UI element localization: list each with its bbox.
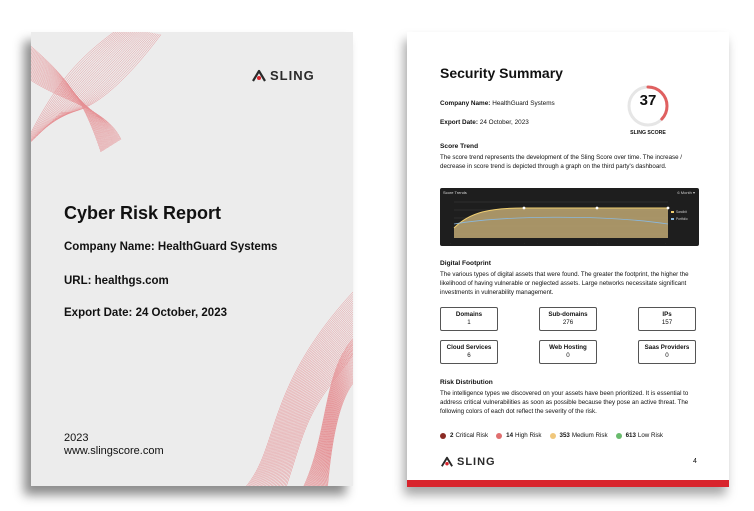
company-url: URL: healthgs.com xyxy=(64,275,169,287)
risk-distribution-text: The intelligence types we discovered on your assets have been prioritized. It is essential to address critical vulnerabilities as soon as possible because they pose an active threat. The following colors of each dot reflect the severity of the risk. xyxy=(440,390,689,415)
company-name-value: HealthGuard Systems xyxy=(492,100,555,107)
asset-card-value: 157 xyxy=(661,319,673,326)
svg-text:·: · xyxy=(450,241,451,245)
risk-label: Medium Risk xyxy=(571,432,608,439)
export-date-field xyxy=(440,119,529,126)
high-dot-icon xyxy=(496,433,502,439)
asset-card-saas-providers xyxy=(638,340,696,364)
score-trend-text: The score trend represents the development of the Sling Score over time. The increase / decrease in score trend is depicted through a graph on the third party's dashboard. xyxy=(440,154,683,170)
asset-card-label: Domains xyxy=(455,311,483,318)
risk-item-medium xyxy=(550,432,608,439)
risk-item-high xyxy=(496,432,541,439)
score-trend-chart xyxy=(440,188,699,246)
asset-card-label: Cloud Services xyxy=(446,344,492,351)
website-link[interactable]: www.slingscore.com xyxy=(64,445,164,457)
sling-logo-text: SLING xyxy=(270,68,315,83)
asset-card-value: 0 xyxy=(665,352,669,359)
asset-card-value: 6 xyxy=(467,352,471,359)
chart-legend-item-2: Portfolio xyxy=(676,217,688,221)
sling-footer-logo xyxy=(440,456,496,468)
sling-score-value: 37 xyxy=(639,92,657,109)
asset-card-web-hosting xyxy=(539,340,597,364)
sling-logo-icon xyxy=(251,69,267,83)
risk-item-critical xyxy=(440,432,488,439)
risk-count: 14 xyxy=(506,432,514,439)
svg-text:·: · xyxy=(665,241,666,245)
sling-logo-text: SLING xyxy=(457,456,496,468)
summary-page xyxy=(407,32,729,487)
svg-text:·: · xyxy=(524,241,525,245)
risk-count: 613 xyxy=(625,432,636,439)
report-title: Cyber Risk Report xyxy=(64,203,222,223)
page-number: 4 xyxy=(693,458,697,465)
asset-card-domains xyxy=(440,307,498,331)
asset-card-value: 1 xyxy=(467,319,471,326)
export-date-value: 24 October, 2023 xyxy=(479,119,529,126)
risk-label: Critical Risk xyxy=(455,432,489,439)
asset-card-subdomains xyxy=(539,307,597,331)
asset-card-label: Web Hosting xyxy=(549,344,587,351)
export-date-label: Export Date: xyxy=(440,119,478,126)
risk-distribution-heading: Risk Distribution xyxy=(440,379,493,386)
chart-title: Score Trends xyxy=(443,190,467,195)
svg-text:·: · xyxy=(597,241,598,245)
asset-card-label: Sub-domains xyxy=(548,311,588,318)
chart-range-dropdown[interactable]: 6 Month ▾ xyxy=(677,190,695,195)
footer-red-bar xyxy=(407,480,729,487)
report-year: 2023 xyxy=(64,432,89,444)
medium-dot-icon xyxy=(550,433,556,439)
digital-footprint-text: The various types of digital assets that were found. The greater the footprint, the higher the likelihood of having vulnerable or neglected assets. Large networks necessitate significant investments in vulnerability management. xyxy=(440,271,689,296)
cover-page xyxy=(31,32,353,486)
page-title: Security Summary xyxy=(440,65,563,81)
decorative-waves xyxy=(31,32,353,486)
risk-label: Low Risk xyxy=(637,432,664,439)
sling-score-caption: SLING SCORE xyxy=(630,130,666,136)
asset-card-value: 276 xyxy=(562,319,574,326)
digital-footprint-heading: Digital Footprint xyxy=(440,260,491,267)
asset-card-value: 0 xyxy=(566,352,570,359)
company-name: Company Name: HealthGuard Systems xyxy=(64,241,278,253)
company-name-label: Company Name: xyxy=(440,100,491,107)
score-trend-heading: Score Trend xyxy=(440,143,479,150)
asset-card-cloud-services xyxy=(440,340,498,364)
company-name-field xyxy=(440,100,555,107)
low-dot-icon xyxy=(616,433,622,439)
risk-legend xyxy=(440,432,671,439)
risk-item-low xyxy=(616,432,663,439)
export-date: Export Date: 24 October, 2023 xyxy=(64,307,227,319)
asset-card-ips xyxy=(638,307,696,331)
chart-plot xyxy=(440,188,699,246)
chart-legend-item-1: Sandbit xyxy=(676,210,687,214)
risk-label: High Risk xyxy=(515,432,542,439)
asset-card-label: Saas Providers xyxy=(644,344,690,351)
sling-logo xyxy=(251,68,315,83)
risk-count: 353 xyxy=(559,432,570,439)
risk-count: 2 xyxy=(450,432,454,439)
critical-dot-icon xyxy=(440,433,446,439)
sling-logo-icon xyxy=(440,456,454,468)
asset-card-label: IPs xyxy=(662,311,672,318)
